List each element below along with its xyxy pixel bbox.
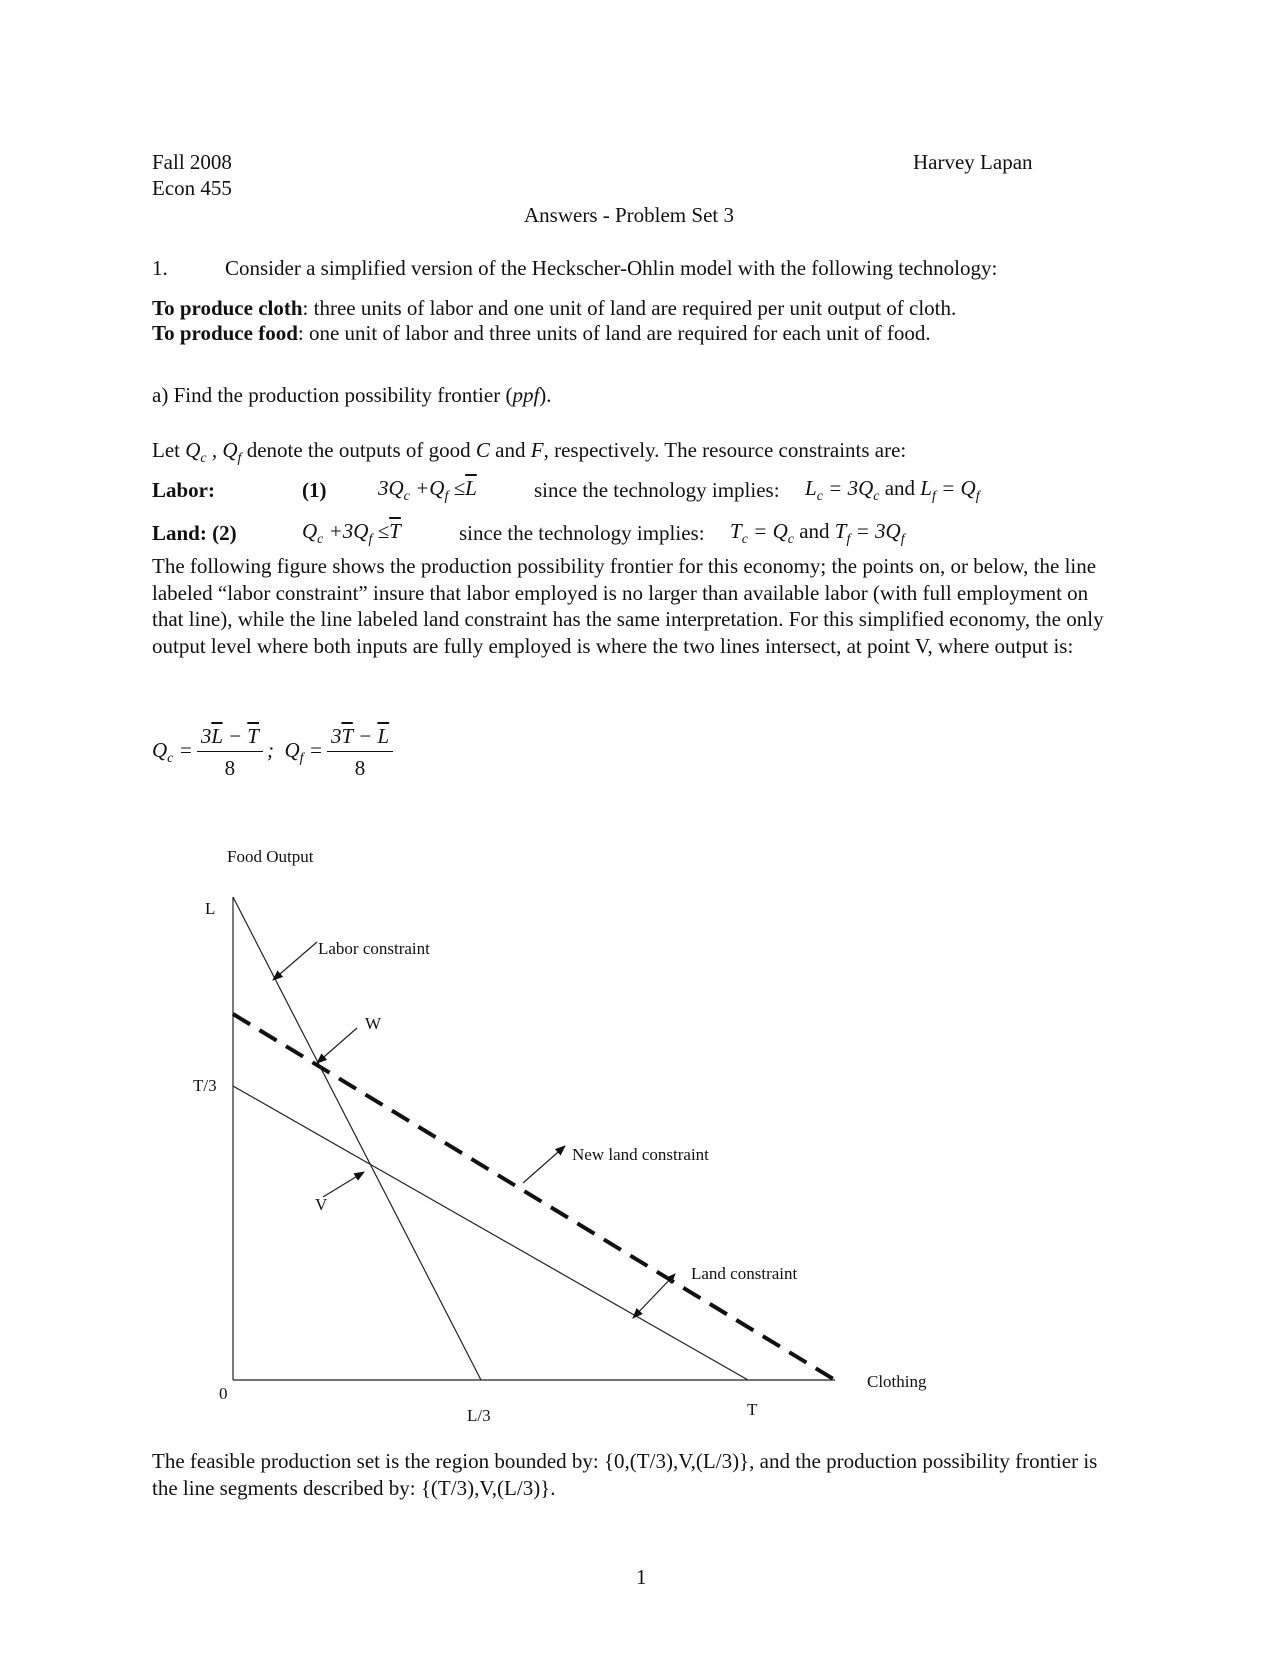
qf-fraction: $\frac{3\overline{T} - \overline{L}}{8}$ (327, 724, 393, 781)
header-course: Econ 455 (152, 176, 232, 200)
x-axis-label: Clothing (867, 1372, 927, 1391)
y-axis-label: Food Output (227, 847, 314, 866)
page-title: Answers - Problem Set 3 (524, 203, 734, 227)
v-pointer (323, 1172, 364, 1197)
food-text: : one unit of labor and three units of land are required for each unit of food. (297, 321, 931, 345)
page-number: 1 (636, 1565, 647, 1589)
w-pointer (317, 1028, 357, 1063)
point-v-label: V (315, 1195, 328, 1214)
x-tick-origin: 0 (219, 1384, 228, 1403)
new-land-constraint-label: New land constraint (572, 1145, 709, 1164)
point-w-label: W (365, 1014, 382, 1033)
header-author: Harvey Lapan (913, 150, 1033, 174)
labor-constraint-line (233, 897, 481, 1380)
land-constraint-label: Land constraint (691, 1264, 798, 1283)
land-constraint-line (233, 1086, 748, 1380)
conclusion: The feasible production set is the region bounded by: {0,(T/3),V,(L/3)}, and the production possibility frontier is the line segments described by: {(T/3),V,(L/3)}. (152, 1449, 1098, 1500)
food-label: To produce food (152, 321, 298, 345)
outputs-definition: Let $Q_c$ , $Q_f$ denote the outputs of good C and F, respectively. The resource constraints are: (152, 438, 907, 466)
labor-constraint-label: Labor constraint (318, 939, 430, 958)
labor-eq-number: (1) (302, 478, 327, 502)
y-tick-t3: T/3 (193, 1076, 217, 1095)
labor-constraint-pointer (273, 942, 317, 980)
question-number: 1. (152, 256, 168, 280)
header-term: Fall 2008 (152, 150, 232, 174)
new-land-constraint-pointer (523, 1146, 565, 1183)
question-intro: Consider a simplified version of the Heckscher-Ohlin model with the following technology: (225, 256, 998, 280)
cloth-label: To produce cloth (152, 296, 303, 320)
land-shift-arrow (633, 1274, 675, 1318)
x-tick-t: T (747, 1400, 758, 1419)
x-tick-l3: L/3 (467, 1406, 491, 1425)
land-inequality: $Q_c +3Q_f \le\overline{T}$ (302, 519, 401, 547)
figure-description: The following figure shows the production possibility frontier for this economy; the points on, or below, the line labeled “labor constraint” insure that labor employed is no larger than available labor (with full employment on that line), while the line labeled land constraint has the same interpretation. For this simplified economy, the only output level where both inputs are fully employed is where the two lines intersect, at point V, where output is: (152, 554, 1104, 658)
equilibrium-formula: $Q_c$ = $\frac{3\overline{L} - \overline{T}}{8}$ ; $Q_f$ = $\frac{3\overline{T} - \overline{L}}{8}$ (152, 724, 397, 781)
part-a-prompt: a) Find the production possibility frontier (ppf). (152, 383, 552, 407)
land-since-text: since the technology implies: (459, 521, 705, 545)
labor-inequality: $3Q_c +Q_f \le\overline{L}$ (378, 476, 477, 504)
qc-fraction: $\frac{3\overline{L} - \overline{T}}{8}$ (197, 724, 263, 781)
land-technology-eq: $T_c = Q_c$ and $T_f = 3Q_f$ (730, 519, 905, 547)
labor-label: Labor: (152, 478, 215, 502)
labor-technology-eq: $L_c = 3Q_c$ and $L_f = Q_f$ (805, 476, 980, 504)
y-tick-l: L (205, 899, 216, 918)
labor-since-text: since the technology implies: (534, 478, 780, 502)
cloth-text: : three units of labor and one unit of land are required per unit output of cloth. (302, 296, 957, 320)
ppf-abbr: ppf (512, 383, 540, 407)
land-label: Land: (2) (152, 521, 237, 545)
output-symbols: $Q_c$ , $Q_f$ (185, 438, 242, 466)
